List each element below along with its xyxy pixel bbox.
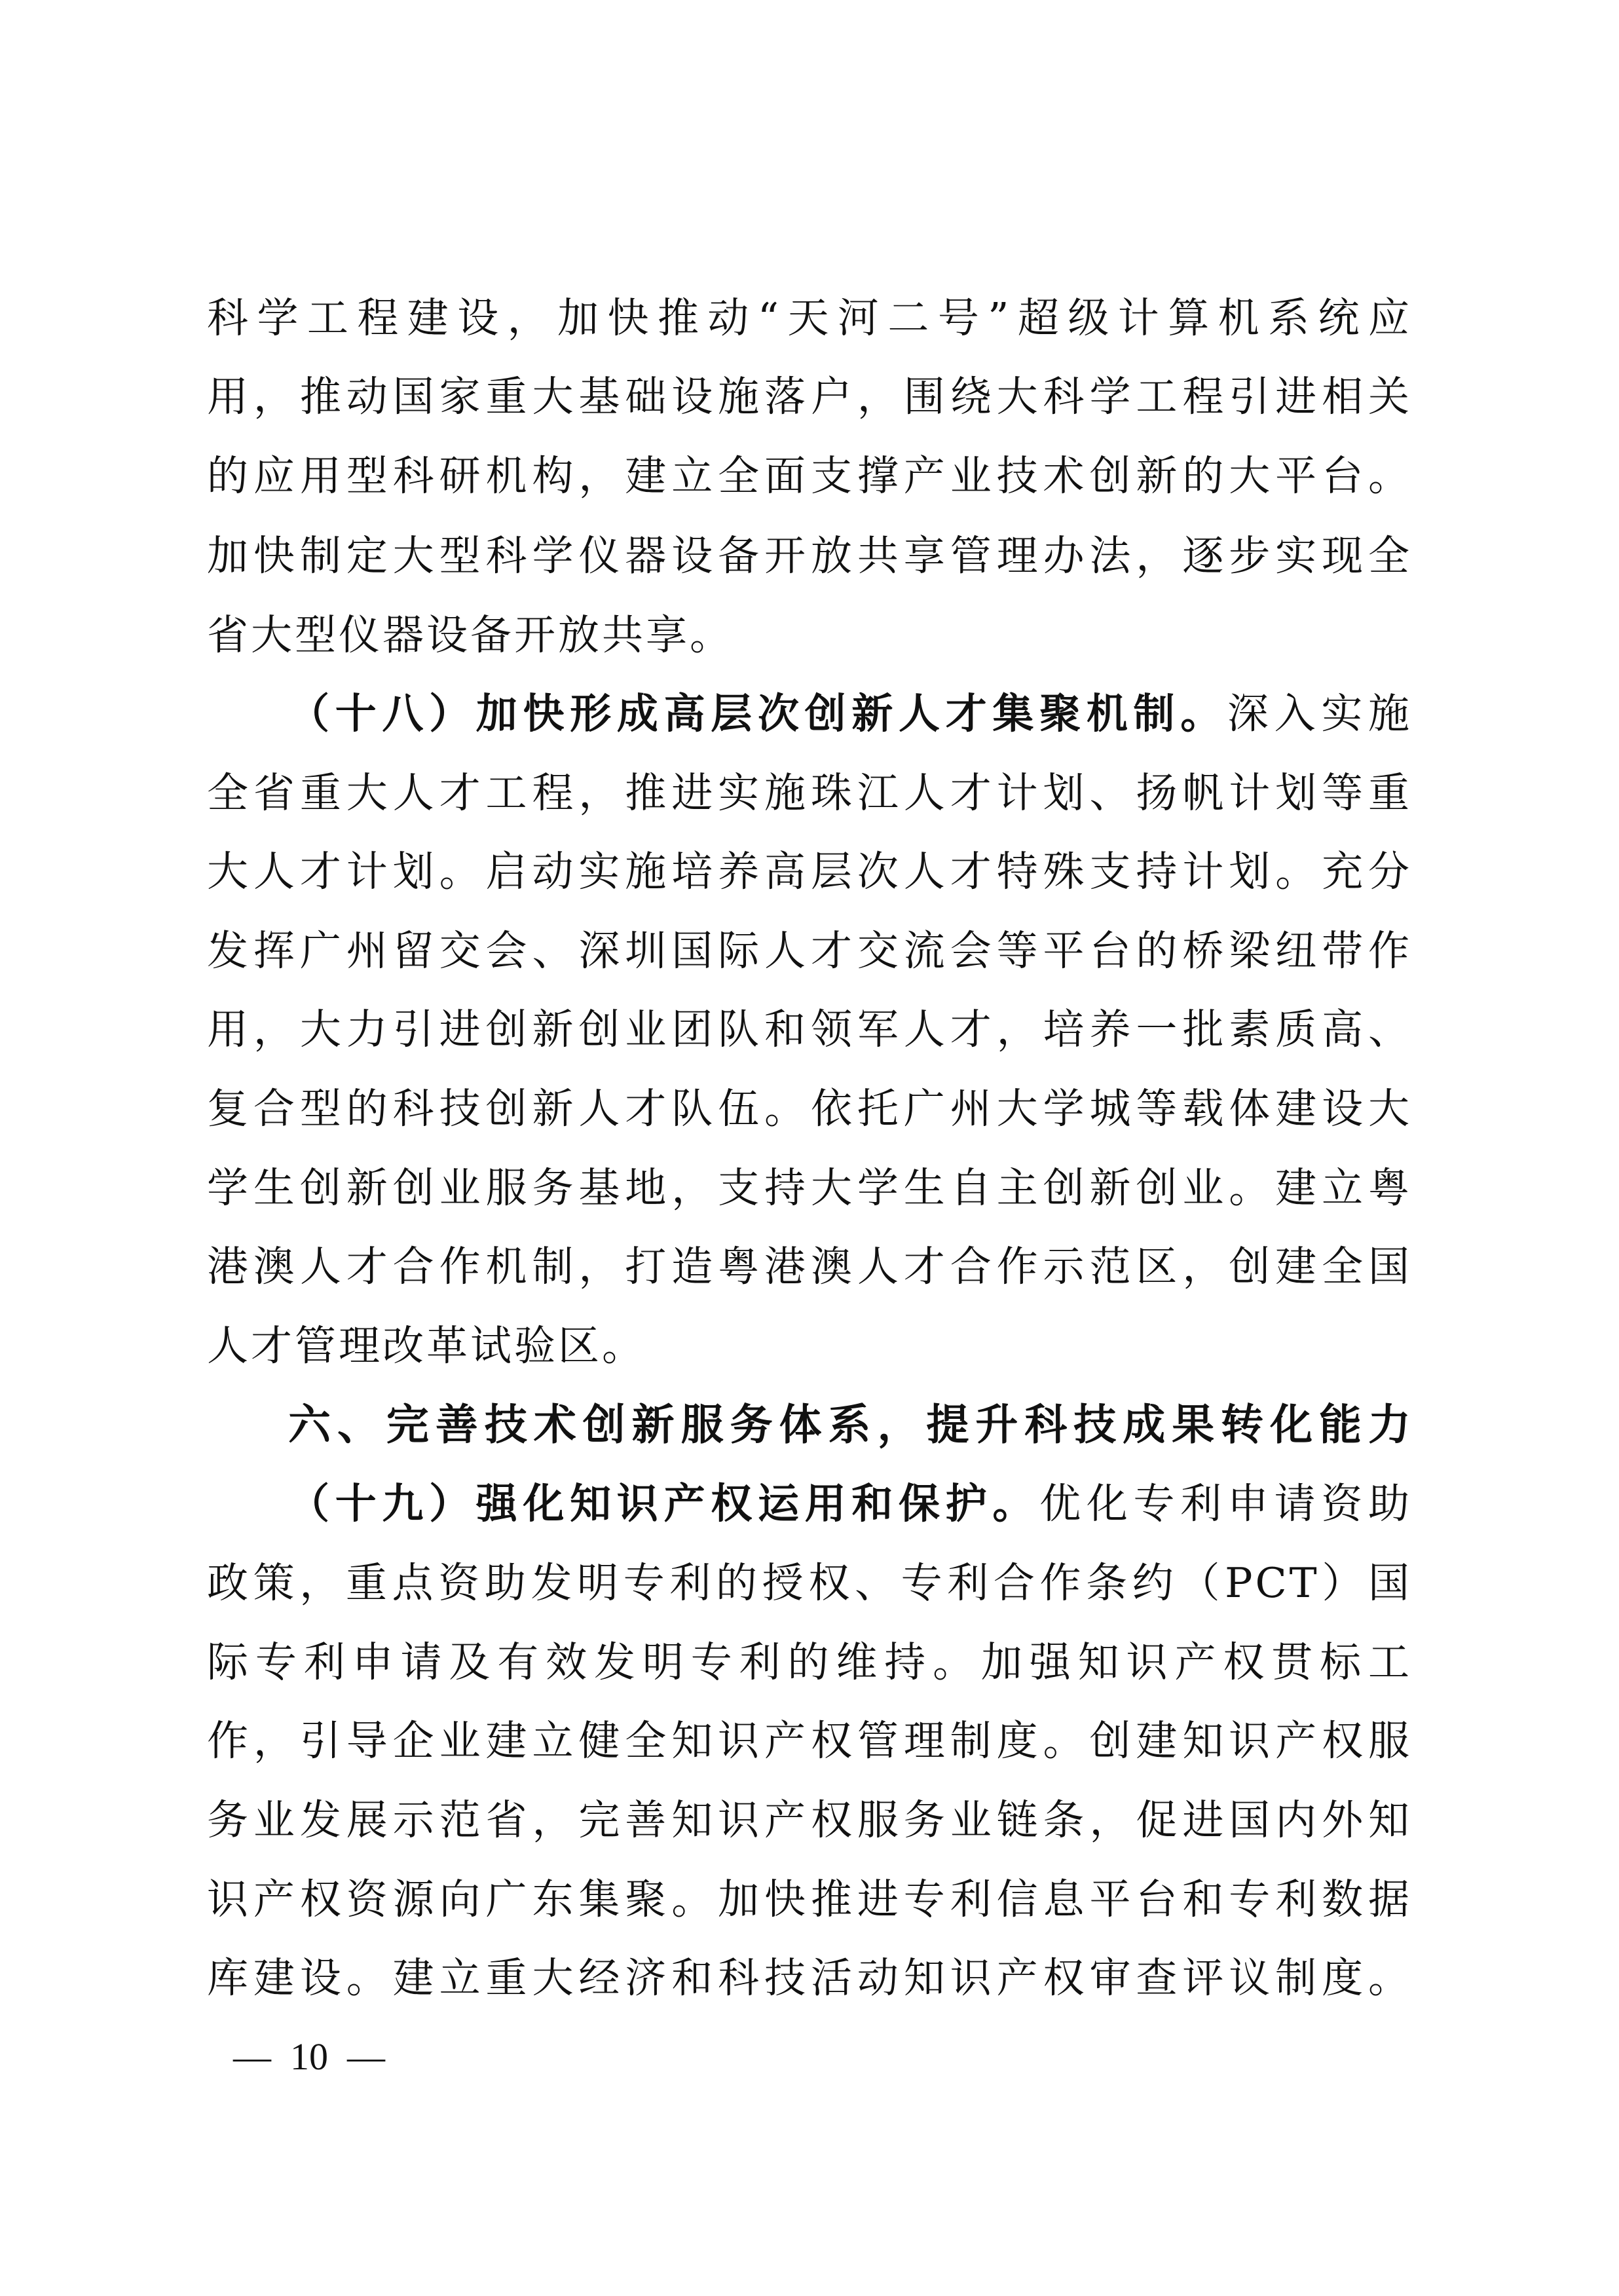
- text-line: 用，大力引进创新创业团队和领军人才，培养一批素质高、: [207, 1006, 1412, 1053]
- text-line: 学生创新创业服务基地，支持大学生自主创新创业。建立粤: [207, 1164, 1412, 1212]
- text-line: 政策，重点资助发明专利的授权、专利合作条约（PCT）国: [207, 1559, 1412, 1607]
- text-line: 发挥广州留交会、深圳国际人才交流会等平台的桥梁纽带作: [207, 927, 1412, 975]
- paragraph-lead-heading: （十八）加快形成高层次创新人才集聚机制。: [288, 690, 1227, 738]
- text-line: 的应用型科研机构，建立全面支撑产业技术创新的大平台。: [207, 452, 1412, 500]
- text-line: 复合型的科技创新人才队伍。依托广州大学城等载体建设大: [207, 1085, 1412, 1133]
- page-number: — 10 —: [233, 2035, 385, 2078]
- text-line: 识产权资源向广东集聚。加快推进专利信息平台和专利数据: [207, 1875, 1412, 1923]
- text-line: 省大型仪器设备开放共享。: [207, 611, 734, 659]
- text-line: 人才管理改革试验区。: [207, 1322, 646, 1370]
- text-line: 际专利申请及有效发明专利的维持。加强知识产权贯标工: [207, 1638, 1412, 1686]
- text-line: 作，引导企业建立健全知识产权管理制度。创建知识产权服: [207, 1717, 1412, 1765]
- text-span: 优化专利申请资助: [1039, 1480, 1413, 1528]
- text-line: 务业发展示范省，完善知识产权服务业链条，促进国内外知: [207, 1796, 1412, 1844]
- text-line: 全省重大人才工程，推进实施珠江人才计划、扬帆计划等重: [207, 769, 1412, 817]
- text-line: 大人才计划。启动实施培养高层次人才特殊支持计划。充分: [207, 848, 1412, 895]
- text-line: 用，推动国家重大基础设施落户，围绕大科学工程引进相关: [207, 373, 1412, 421]
- paragraph-first-line: [288, 680, 1412, 748]
- paragraph-first-line: [288, 1470, 1412, 1538]
- section-heading: 六、完善技术创新服务体系，提升科技成果转化能力: [288, 1401, 1412, 1450]
- paragraph-lead-heading: （十九）强化知识产权运用和保护。: [288, 1480, 1040, 1528]
- text-line: 库建设。建立重大经济和科技活动知识产权审查评议制度。: [207, 1954, 1412, 2002]
- text-span: 深入实施: [1227, 690, 1413, 738]
- text-line: 科学工程建设，加快推动“天河二号”超级计算机系统应: [207, 294, 1412, 342]
- text-line: 加快制定大型科学仪器设备开放共享管理办法，逐步实现全: [207, 532, 1412, 580]
- text-line: 港澳人才合作机制，打造粤港澳人才合作示范区，创建全国: [207, 1243, 1412, 1290]
